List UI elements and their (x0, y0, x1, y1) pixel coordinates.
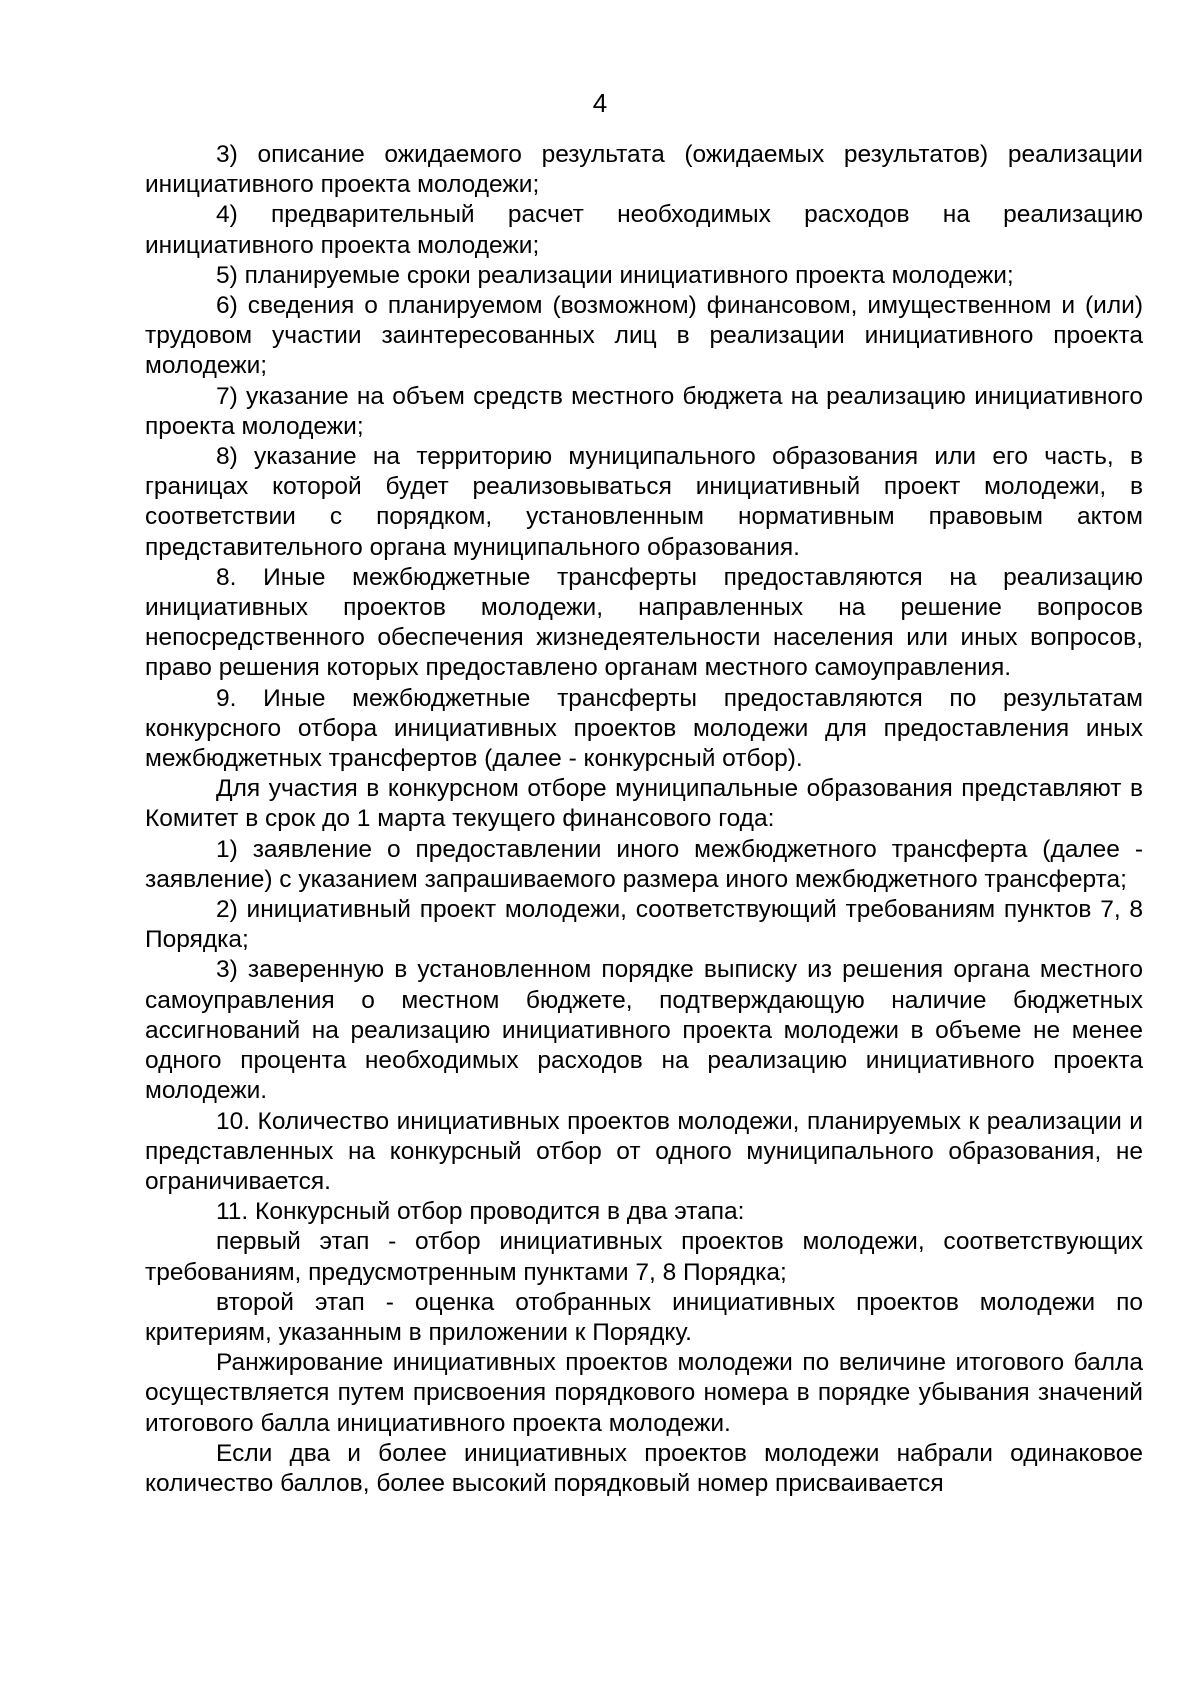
paragraph: 1) заявление о предоставлении иного межбюджетного трансферта (далее - заявление) с указанием запрашиваемого размера иного межбюджетного трансферта; (145, 835, 1143, 893)
paragraph: 9. Иные межбюджетные трансферты предоставляются по результатам конкурсного отбора инициативных проектов молодежи для предоставления иных межбюджетных трансфертов (далее - конкурсный отбор). (145, 684, 1143, 773)
paragraph: второй этап - оценка отобранных инициативных проектов молодежи по критериям, указанным в приложении к Порядку. (145, 1288, 1143, 1346)
paragraph: 6) сведения о планируемом (возможном) финансовом, имущественном и (или) трудовом участии заинтересованных лиц в реализации инициативного проекта молодежи; (145, 292, 1143, 380)
paragraph: 5) планируемые сроки реализации инициативного проекта молодежи; (216, 261, 1014, 289)
paragraph: Ранжирование инициативных проектов молодежи по величине итогового балла осуществляется путем присвоения порядкового номера в порядке убывания значений итогового балла инициативного проекта молодежи. (145, 1349, 1143, 1437)
paragraph: Для участия в конкурсном отборе муниципальные образования представляют в Комитет в срок до 1 марта текущего финансового года: (145, 775, 1143, 833)
paragraph: первый этап - отбор инициативных проектов молодежи, соответствующих требованиям, предусмотренным пунктами 7, 8 Порядка; (145, 1228, 1143, 1286)
paragraph: 11. Конкурсный отбор проводится в два этапа: (216, 1198, 745, 1226)
paragraph: 10. Количество инициативных проектов молодежи, планируемых к реализации и представленных на конкурсный отбор от одного муниципального образования, не ограничивается. (145, 1107, 1143, 1195)
page-number: 4 (592, 88, 608, 118)
paragraph: 3) заверенную в установленном порядке выписку из решения органа местного самоуправления о местном бюджете, подтверждающую наличие бюджетных ассигнований на реализацию инициативного проекта молодежи в объеме не менее одного процента необходимых расходов на реализацию инициативного проекта молодежи. (145, 956, 1143, 1105)
paragraph: 8. Иные межбюджетные трансферты предоставляются на реализацию инициативных проектов молодежи, направленных на решение вопросов непосредственного обеспечения жизнедеятельности населения или иных вопросов, право решения которых предоставлено органам местного самоуправления. (145, 563, 1143, 682)
paragraph: 3) описание ожидаемого результата (ожидаемых результатов) реализации инициативного проекта молодежи; (145, 141, 1143, 199)
paragraph: 4) предварительный расчет необходимых расходов на реализацию инициативного проекта молодежи; (145, 201, 1143, 259)
paragraph: Если два и более инициативных проектов молодежи набрали одинаковое количество баллов, более высокий порядковый номер присваивается (145, 1439, 1143, 1497)
paragraph: 2) инициативный проект молодежи, соответствующий требованиям пунктов 7, 8 Порядка; (145, 896, 1143, 954)
document-body (145, 140, 1143, 1499)
paragraph: 8) указание на территорию муниципального образования или его часть, в границах которой будет реализовываться инициативный проект молодежи, в соответствии с порядком, установленным нормативным правовым актом представительного органа муниципального образования. (145, 443, 1143, 561)
paragraph: 7) указание на объем средств местного бюджета на реализацию инициативного проекта молодежи; (145, 382, 1143, 440)
